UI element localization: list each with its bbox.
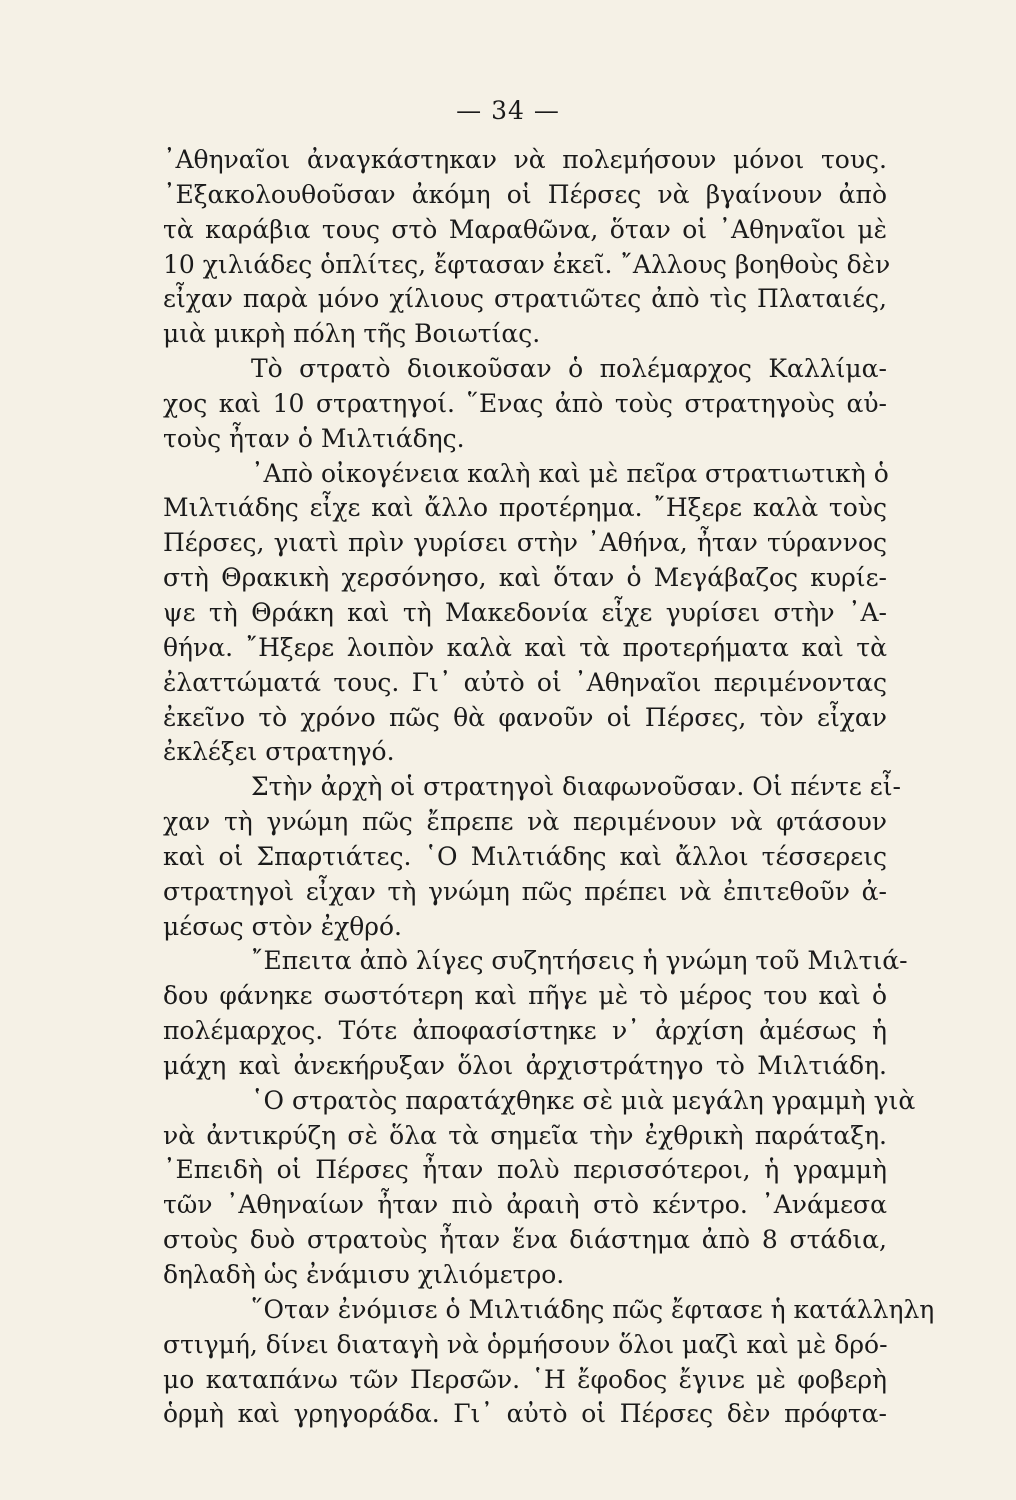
- text-line: Στὴν ἀρχὴ οἱ στρατηγοὶ διαφωνοῦσαν. Οἱ πέντε εἶ-: [251, 772, 901, 802]
- text-line: ῎Επειτα ἀπὸ λίγες συζητήσεις ἡ γνώμη τοῦ Μιλτιά-: [251, 946, 908, 976]
- text-line: μιὰ μικρὴ πόλη τῆς Βοιωτίας.: [163, 319, 541, 349]
- text-line: στιγμή, δίνει διαταγὴ νὰ ὁρμήσουν ὅλοι μαζὶ καὶ μὲ δρό-: [163, 1329, 888, 1359]
- text-line: Μιλτιάδης εἶχε καὶ ἄλλο προτέρημα. ῎Ηξερε καλὰ τοὺς: [163, 493, 887, 523]
- text-line: ὁρμὴ καὶ γρηγοράδα. Γι᾿ αὐτὸ οἱ Πέρσες δὲν πρόφτα-: [163, 1399, 887, 1429]
- text-line: στρατηγοὶ εἶχαν τὴ γνώμη πῶς πρέπει νὰ ἐπιτεθοῦν ἀ-: [163, 876, 887, 906]
- text-line: χος καὶ 10 στρατηγοί. ῞Ενας ἀπὸ τοὺς στρατηγοὺς αὐ-: [163, 388, 887, 418]
- text-line: ἐκλέξει στρατηγό.: [163, 737, 395, 767]
- text-line: μάχη καὶ ἀνεκήρυξαν ὅλοι ἀρχιστράτηγο τὸ Μιλτιάδη.: [163, 1050, 887, 1080]
- text-line: στοὺς δυὸ στρατοὺς ἦταν ἕνα διάστημα ἀπὸ 8 στάδια,: [163, 1225, 887, 1255]
- text-line: καὶ οἱ Σπαρτιάτες. ῾Ο Μιλτιάδης καὶ ἄλλοι τέσσερεις: [163, 841, 887, 871]
- text-line: νὰ ἀντικρύζη σὲ ὅλα τὰ σημεῖα τὴν ἐχθρικὴ παράταξη.: [163, 1120, 887, 1150]
- text-line: δηλαδὴ ὡς ἐνάμισυ χιλιόμετρο.: [163, 1260, 565, 1289]
- text-line: ᾿Εξακολουθοῦσαν ἀκόμη οἱ Πέρσες νὰ βγαίνουν ἀπὸ: [163, 179, 887, 209]
- text-line: εἶχαν παρὰ μόνο χίλιους στρατιῶτες ἀπὸ τὶς Πλαταιές,: [163, 284, 887, 314]
- text-line: μέσως στὸν ἐχθρό.: [163, 911, 403, 941]
- text-line: πολέμαρχος. Τότε ἀποφασίστηκε ν᾿ ἀρχίση ἀμέσως ἡ: [163, 1016, 887, 1046]
- text-line: δου φάνηκε σωστότερη καὶ πῆγε μὲ τὸ μέρος του καὶ ὁ: [163, 981, 887, 1011]
- text-line: τῶν ᾿Αθηναίων ἦταν πιὸ ἀραιὴ στὸ κέντρο. ᾿Ανάμεσα: [163, 1190, 887, 1220]
- text-line: ῞Οταν ἐνόμισε ὁ Μιλτιάδης πῶς ἔφτασε ἡ κατάλληλη: [251, 1294, 935, 1324]
- text-line: ᾿Επειδὴ οἱ Πέρσες ἦταν πολὺ περισσότεροι, ἡ γραμμὴ: [163, 1155, 887, 1185]
- text-line: ᾿Αθηναῖοι ἀναγκάστηκαν νὰ πολεμήσουν μόνοι τους.: [163, 145, 887, 174]
- text-line: μο καταπάνω τῶν Περσῶν. ῾Η ἔφοδος ἔγινε μὲ φοβερὴ: [163, 1364, 887, 1394]
- text-line: Πέρσες, γιατὶ πρὶν γυρίσει στὴν ᾿Αθήνα, ἦταν τύραννος: [163, 528, 887, 558]
- text-line: τὰ καράβια τους στὸ Μαραθῶνα, ὅταν οἱ ᾿Αθηναῖοι μὲ: [163, 214, 887, 244]
- body-text: [163, 143, 935, 1432]
- text-line: ἐλαττώματά τους. Γι᾿ αὐτὸ οἱ ᾿Αθηναῖοι περιμένοντας: [163, 667, 887, 697]
- text-line: ῾Ο στρατὸς παρατάχθηκε σὲ μιὰ μεγάλη γραμμὴ γιὰ: [251, 1085, 916, 1115]
- text-line: ᾿Απὸ οἰκογένεια καλὴ καὶ μὲ πεῖρα στρατιωτικὴ ὁ: [251, 458, 889, 488]
- page-number: — 34 —: [456, 96, 560, 125]
- text-line: 10 χιλιάδες ὁπλίτες, ἔφτασαν ἐκεῖ. ῎Αλλους βοηθοὺς δὲν: [163, 249, 891, 279]
- text-line: χαν τὴ γνώμη πῶς ἔπρεπε νὰ περιμένουν νὰ φτάσουν: [163, 807, 887, 837]
- text-line: ἐκεῖνο τὸ χρόνο πῶς θὰ φανοῦν οἱ Πέρσες, τὸν εἶχαν: [163, 702, 887, 732]
- text-line: Τὸ στρατὸ διοικοῦσαν ὁ πολέμαρχος Καλλίμα-: [251, 354, 887, 384]
- text-line: στὴ Θρακικὴ χερσόνησο, καὶ ὅταν ὁ Μεγάβαζος κυρίε-: [163, 563, 887, 593]
- text-line: ψε τὴ Θράκη καὶ τὴ Μακεδονία εἶχε γυρίσει στὴν ᾿Α-: [163, 597, 887, 627]
- text-line: θήνα. ῎Ηξερε λοιπὸν καλὰ καὶ τὰ προτερήματα καὶ τὰ: [163, 632, 887, 662]
- text-line: τοὺς ἦταν ὁ Μιλτιάδης.: [163, 423, 465, 453]
